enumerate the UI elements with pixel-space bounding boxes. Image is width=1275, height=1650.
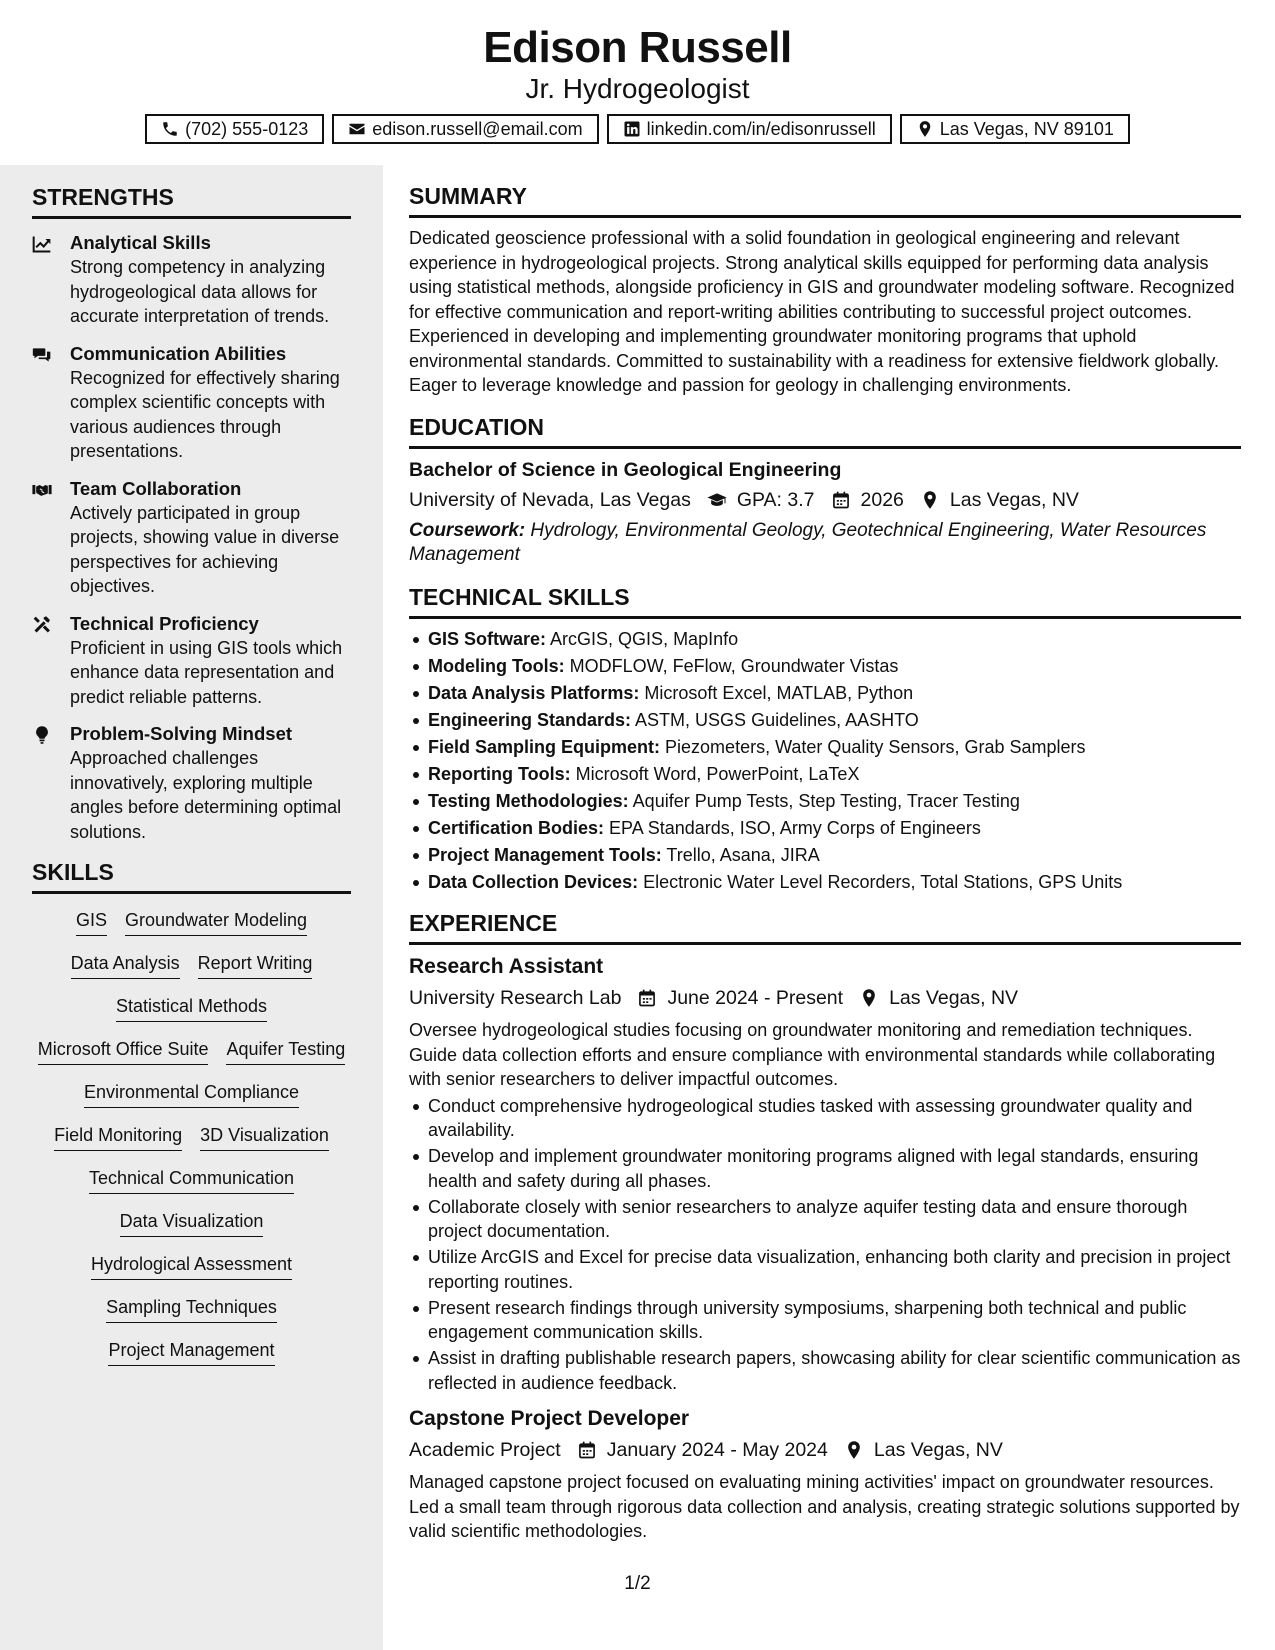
- skill-values: Piezometers, Water Quality Sensors, Grab Samplers: [665, 736, 1086, 757]
- strength-title: Problem-Solving Mindset: [70, 723, 293, 744]
- contact-location-text: Las Vegas, NV 89101: [939, 119, 1114, 139]
- strength-description: Recognized for effectively sharing complex scientific concepts with various audiences through presentations.: [70, 367, 340, 461]
- map-pin-icon: [859, 988, 879, 1008]
- list-item: [409, 870, 1241, 895]
- coursework: [409, 519, 1241, 568]
- main-content: [409, 181, 1241, 1558]
- chart-line-icon: [32, 234, 52, 254]
- education-location: Las Vegas, NV: [949, 488, 1079, 511]
- skill-category: Engineering Standards:: [428, 709, 632, 730]
- strength-item: [32, 612, 351, 710]
- map-pin-icon: [916, 120, 934, 138]
- coursework-label: Coursework:: [409, 519, 526, 541]
- phone-icon: [161, 120, 179, 138]
- school-name: University of Nevada, Las Vegas: [409, 488, 691, 511]
- technical-skills-list: [409, 627, 1241, 895]
- summary-heading: SUMMARY: [409, 181, 1241, 218]
- skill-values: Aquifer Pump Tests, Step Testing, Tracer Testing: [632, 790, 1020, 811]
- list-item: [409, 843, 1241, 868]
- list-item: Present research findings through university symposiums, sharpening both technical and public engagement communication skills.: [409, 1296, 1241, 1345]
- list-item: [409, 735, 1241, 760]
- skill-values: ArcGIS, QGIS, MapInfo: [550, 628, 739, 649]
- strength-description: Actively participated in group projects, showing value in diverse perspectives for achieving objectives.: [70, 502, 340, 596]
- strength-item: [32, 231, 351, 329]
- contact-linkedin-text: linkedin.com/in/edisonrussell: [646, 119, 876, 139]
- education-section: [409, 412, 1241, 568]
- list-item: Collaborate closely with senior researchers to analyze aquifer testing data and ensure thorough project documentation.: [409, 1195, 1241, 1244]
- strengths-list: [32, 231, 351, 844]
- skill-category: Data Collection Devices:: [428, 871, 639, 892]
- list-item: [409, 762, 1241, 787]
- skill-tag: Environmental Compliance: [84, 1080, 299, 1108]
- skill-category: Modeling Tools:: [428, 655, 565, 676]
- tools-icon: [32, 615, 52, 635]
- skill-values: EPA Standards, ISO, Army Corps of Engineers: [609, 817, 981, 838]
- job-dates: January 2024 - May 2024: [606, 1439, 828, 1461]
- summary-text: Dedicated geoscience professional with a solid foundation in geological engineering and relevant experience in hydrogeological projects. Strong analytical skills equipped for performing data analysis using statistical methods, alongside proficiency in GIS and groundwater modeling software. Recognized for effective communication and report-writing abilities contributing to successful project outcomes. Experienced in developing and implementing groundwater monitoring programs that uphold environmental standards. Committed to sustainability with a readiness for extensive fieldwork globally. Eager to leverage knowledge and passion for geology in challenging environments.: [409, 228, 1235, 395]
- skill-values: ASTM, USGS Guidelines, AASHTO: [635, 709, 919, 730]
- technical-skills-section: [409, 582, 1241, 895]
- skill-tag: Aquifer Testing: [226, 1037, 345, 1065]
- strength-title: Analytical Skills: [70, 232, 211, 253]
- skill-category: GIS Software:: [428, 628, 547, 649]
- skill-category: Certification Bodies:: [428, 817, 605, 838]
- job-meta: [409, 1436, 1241, 1464]
- contact-location: [900, 114, 1130, 144]
- skill-category: Field Sampling Equipment:: [428, 736, 661, 757]
- skill-values: Microsoft Excel, MATLAB, Python: [644, 682, 914, 703]
- coursework-list: Hydrology, Environmental Geology, Geotechnical Engineering, Water Resources Management: [409, 519, 1207, 565]
- list-item: [409, 816, 1241, 841]
- list-item: [409, 708, 1241, 733]
- calendar-icon: [577, 1440, 597, 1460]
- job-title: Research Assistant: [409, 955, 604, 978]
- job-summary: Oversee hydrogeological studies focusing on groundwater monitoring and remediation techniques. Guide data collection efforts and ensure compliance with environmental standards while collaborating with senior researchers to deliver impactful outcomes.: [409, 1020, 1216, 1089]
- job-organization: Academic Project: [409, 1439, 561, 1461]
- skill-category: Data Analysis Platforms:: [428, 682, 640, 703]
- comments-icon: [32, 345, 52, 365]
- job-meta: [409, 984, 1241, 1012]
- strength-description: Strong competency in analyzing hydrogeological data allows for accurate interpretation of trends.: [70, 257, 330, 326]
- technical-skills-heading: TECHNICAL SKILLS: [409, 582, 1241, 619]
- strength-item: [32, 477, 351, 599]
- skill-category: Testing Methodologies:: [428, 790, 629, 811]
- skill-tag: Report Writing: [198, 951, 313, 979]
- map-pin-icon: [920, 490, 940, 510]
- skill-values: Trello, Asana, JIRA: [666, 844, 820, 865]
- gpa-value: GPA: 3.7: [736, 488, 815, 511]
- skill-tag: 3D Visualization: [200, 1123, 329, 1151]
- list-item: [409, 681, 1241, 706]
- strength-item: [32, 722, 351, 844]
- skills-heading: SKILLS: [32, 857, 351, 894]
- contact-bar: [0, 114, 1275, 144]
- experience-section: [409, 908, 1241, 1544]
- skill-tag: Data Analysis: [71, 951, 180, 979]
- list-item: [409, 654, 1241, 679]
- job-title: Capstone Project Developer: [409, 1407, 690, 1430]
- envelope-icon: [348, 120, 366, 138]
- skill-category: Reporting Tools:: [428, 763, 571, 784]
- summary-section: [409, 181, 1241, 398]
- strength-description: Approached challenges innovatively, exploring multiple angles before determining optimal solutions.: [70, 748, 342, 842]
- job-location: Las Vegas, NV: [889, 987, 1019, 1009]
- experience-entry: [409, 953, 1241, 1395]
- page-number: 1/2: [624, 1573, 651, 1594]
- list-item: Develop and implement groundwater monitoring programs aligned with legal standards, ensuring health and safety during all phases.: [409, 1144, 1241, 1193]
- contact-linkedin[interactable]: [607, 114, 892, 144]
- lightbulb-icon: [32, 725, 52, 745]
- experience-heading: EXPERIENCE: [409, 908, 1241, 945]
- skill-tag: Project Management: [108, 1338, 274, 1366]
- strengths-heading: STRENGTHS: [32, 182, 351, 219]
- skill-tag: Groundwater Modeling: [125, 908, 307, 936]
- graduation-cap-icon: [707, 490, 727, 510]
- strength-title: Technical Proficiency: [70, 612, 259, 634]
- skill-tag: Microsoft Office Suite: [38, 1037, 209, 1065]
- resume-header: [0, 0, 1275, 165]
- experience-entry: [409, 1405, 1241, 1544]
- sidebar: [0, 165, 383, 1650]
- skill-tag: Data Visualization: [120, 1209, 264, 1237]
- skill-values: Electronic Water Level Recorders, Total Stations, GPS Units: [643, 871, 1123, 892]
- skill-tag: GIS: [76, 908, 107, 936]
- list-item: Utilize ArcGIS and Excel for precise data visualization, enhancing both clarity and precision in project reporting routines.: [409, 1245, 1241, 1294]
- strength-item: [32, 342, 351, 464]
- map-pin-icon: [844, 1440, 864, 1460]
- calendar-icon: [637, 988, 657, 1008]
- list-item: [409, 789, 1241, 814]
- job-location: Las Vegas, NV: [873, 1439, 1003, 1461]
- strength-title: Communication Abilities: [70, 342, 287, 364]
- skill-tag: Statistical Methods: [116, 994, 267, 1022]
- skill-values: Microsoft Word, PowerPoint, LaTeX: [575, 763, 860, 784]
- skill-tag: Sampling Techniques: [106, 1295, 277, 1323]
- degree-title: Bachelor of Science in Geological Engineering: [409, 458, 842, 481]
- skill-tag: Hydrological Assessment: [91, 1252, 292, 1280]
- skill-tag: Field Monitoring: [54, 1123, 182, 1151]
- list-item: Assist in drafting publishable research papers, showcasing ability for clear scientific communication as reflected in audience feedback.: [409, 1346, 1241, 1395]
- contact-phone[interactable]: [145, 114, 324, 144]
- strength-description: Proficient in using GIS tools which enhance data representation and predict reliable patterns.: [70, 637, 343, 707]
- list-item: Conduct comprehensive hydrogeological studies tasked with assessing groundwater quality and availability.: [409, 1094, 1241, 1143]
- education-meta: [409, 486, 1241, 514]
- contact-phone-text: (702) 555-0123: [185, 119, 309, 139]
- linkedin-icon: [623, 120, 641, 138]
- job-summary: Managed capstone project focused on evaluating mining activities' impact on groundwater resources. Led a small team through rigorous data collection and analysis, creating strategic solutions supported by valid scientific methodologies.: [409, 1472, 1240, 1541]
- candidate-title: Jr. Hydrogeologist: [525, 73, 750, 104]
- skills-tag-list: [32, 908, 351, 1366]
- contact-email[interactable]: [332, 114, 598, 144]
- job-organization: University Research Lab: [409, 987, 622, 1009]
- handshake-icon: [32, 480, 52, 500]
- skill-values: MODFLOW, FeFlow, Groundwater Vistas: [569, 655, 899, 676]
- education-heading: EDUCATION: [409, 412, 1241, 449]
- strength-title: Team Collaboration: [70, 477, 242, 499]
- job-bullets: [409, 1094, 1241, 1396]
- list-item: [409, 627, 1241, 652]
- job-dates: June 2024 - Present: [667, 987, 844, 1009]
- candidate-name: Edison Russell: [483, 23, 792, 72]
- contact-email-text: edison.russell@email.com: [372, 119, 583, 139]
- skill-category: Project Management Tools:: [428, 844, 662, 865]
- graduation-year: 2026: [860, 488, 904, 511]
- calendar-icon: [831, 490, 851, 510]
- skill-tag: Technical Communication: [89, 1166, 294, 1194]
